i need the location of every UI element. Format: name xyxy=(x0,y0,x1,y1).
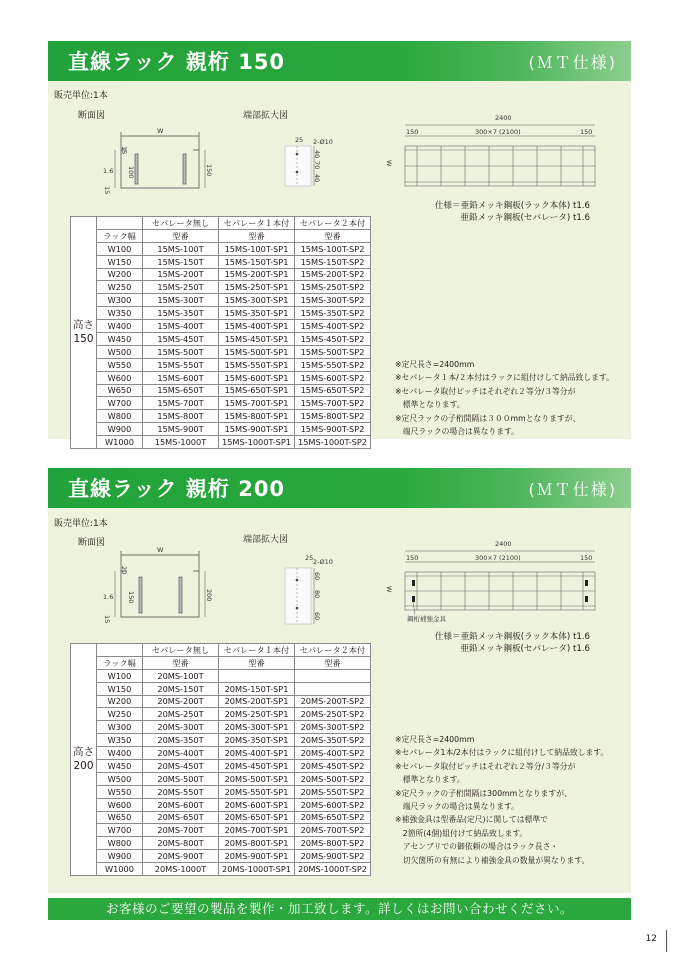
section-2-dim-w: W xyxy=(157,546,164,554)
section-2-plan-left: 150 xyxy=(406,554,419,562)
table-subheader-row xyxy=(71,656,371,669)
rack-width-cell: W800 xyxy=(97,837,143,850)
section-2-end-dim-c: 80 xyxy=(313,590,321,599)
model-number-cell xyxy=(295,669,371,682)
model-number-cell: 20MS-600T xyxy=(143,798,219,811)
table-header-row xyxy=(71,217,371,230)
height-cell xyxy=(71,217,97,449)
rack-width-cell: W600 xyxy=(97,371,143,384)
section-1-plan-w: W xyxy=(385,160,393,167)
rack-width-cell: W800 xyxy=(97,410,143,423)
model-number-cell: 20MS-450T-SP1 xyxy=(219,760,295,773)
table-subheader-cell: 型番 xyxy=(295,229,371,242)
model-number-cell: 15MS-800T-SP1 xyxy=(219,410,295,423)
table-row xyxy=(71,358,371,371)
section-2-unit: 販売単位:1本 xyxy=(54,519,108,529)
model-number-cell: 15MS-650T-SP1 xyxy=(219,384,295,397)
table-row xyxy=(71,772,371,785)
section-1-cross-section-drawing xyxy=(95,124,220,196)
table-subheader-cell: 型番 xyxy=(219,229,295,242)
model-number-cell: 20MS-450T xyxy=(143,760,219,773)
section-1-plan-total: 2400 xyxy=(495,114,512,122)
table-row xyxy=(71,384,371,397)
model-number-cell: 15MS-1000T-SP2 xyxy=(295,436,371,449)
table-row xyxy=(71,824,371,837)
note-line: 2箇所(4個)組付けて納品致します。 xyxy=(395,828,528,838)
model-number-cell: 20MS-300T xyxy=(143,721,219,734)
rack-width-cell: W100 xyxy=(97,242,143,255)
note-line: ※定尺長さ=2400mm xyxy=(395,360,475,369)
table-header-cell: セパレータ１本付 xyxy=(219,644,295,657)
rack-width-cell: W300 xyxy=(97,294,143,307)
section-2-spec: (ＭＴ仕様) xyxy=(528,480,617,499)
section-1-end-label: 端部拡大図 xyxy=(243,111,289,121)
model-number-cell: 20MS-350T-SP1 xyxy=(219,734,295,747)
model-number-cell: 20MS-800T-SP1 xyxy=(219,837,295,850)
model-number-cell: 20MS-300T-SP2 xyxy=(295,721,371,734)
section-2-dim-bottom: 15 xyxy=(103,615,111,624)
rack-width-cell: W1000 xyxy=(97,863,143,876)
table-subheader-cell: 型番 xyxy=(143,656,219,669)
model-number-cell: 20MS-400T-SP1 xyxy=(219,747,295,760)
section-1-notes xyxy=(395,358,614,438)
model-number-cell: 20MS-250T xyxy=(143,708,219,721)
model-number-cell: 20MS-200T xyxy=(143,695,219,708)
table-subheader-cell: ラック幅 xyxy=(97,656,143,669)
rack-width-cell: W700 xyxy=(97,397,143,410)
model-number-cell: 20MS-1000T-SP2 xyxy=(295,863,371,876)
table-row xyxy=(71,307,371,320)
rack-width-cell: W350 xyxy=(97,734,143,747)
section-1-dim-top: 15 xyxy=(120,146,128,155)
table-row xyxy=(71,281,371,294)
rack-width-cell: W250 xyxy=(97,708,143,721)
table-row xyxy=(71,747,371,760)
section-2-plan-w: W xyxy=(385,586,393,593)
section-1-end-dim-a: 25 xyxy=(295,136,304,144)
model-number-cell: 15MS-350T-SP2 xyxy=(295,307,371,320)
table-row xyxy=(71,811,371,824)
table-row xyxy=(71,785,371,798)
model-number-cell: 15MS-200T-SP2 xyxy=(295,268,371,281)
section-1-plan-mid: 300×7 (2100) xyxy=(475,128,521,136)
section-1-end-detail-drawing xyxy=(283,130,338,190)
table-row xyxy=(71,734,371,747)
note-line: ※セパレータ1本/2本付はラックに組付けして納品致します。 xyxy=(395,748,609,758)
model-number-cell xyxy=(295,682,371,695)
model-number-cell: 20MS-600T-SP2 xyxy=(295,798,371,811)
section-2-rack-table xyxy=(70,643,371,876)
model-number-cell: 20MS-300T-SP1 xyxy=(219,721,295,734)
footer-banner: お客様のご要望の製品を製作・加工致します。詳しくはお問い合わせください。 xyxy=(48,898,631,920)
model-number-cell: 15MS-600T xyxy=(143,371,219,384)
rack-width-cell: W400 xyxy=(97,747,143,760)
section-2-end-detail-drawing xyxy=(283,552,338,628)
table-header-cell: セパレータ１本付 xyxy=(219,217,295,230)
model-number-cell: 20MS-550T-SP1 xyxy=(219,785,295,798)
section-1-spec: (ＭＴ仕様) xyxy=(528,53,617,72)
section-2-plan-total: 2400 xyxy=(495,540,512,548)
model-number-cell: 15MS-500T xyxy=(143,345,219,358)
section-1-material-line-1: 仕様＝亜鉛メッキ鋼板(ラック本体) t1.6 xyxy=(434,201,590,211)
height-label: 高さ xyxy=(73,746,94,759)
model-number-cell: 20MS-1000T xyxy=(143,863,219,876)
table-subheader-cell: 型番 xyxy=(295,656,371,669)
section-2-end-label: 端部拡大図 xyxy=(243,535,289,545)
model-number-cell: 15MS-400T xyxy=(143,320,219,333)
table-header-cell: セパレータ無し xyxy=(143,644,219,657)
rack-width-cell: W900 xyxy=(97,423,143,436)
model-number-cell: 20MS-250T-SP1 xyxy=(219,708,295,721)
note-line: アセンブリでの御依頼の場合はラック長さ・ xyxy=(395,842,559,852)
table-row xyxy=(71,669,371,682)
model-number-cell: 15MS-400T-SP2 xyxy=(295,320,371,333)
section-1-material-line-2: 亜鉛メッキ鋼板(セパレータ) t1.6 xyxy=(460,212,590,223)
model-number-cell: 15MS-400T-SP1 xyxy=(219,320,295,333)
table-row xyxy=(71,294,371,307)
model-number-cell: 20MS-200T-SP1 xyxy=(219,695,295,708)
table-row xyxy=(71,242,371,255)
table-row xyxy=(71,268,371,281)
note-line: ※定尺ラックの子桁間隔は300mmとなりますが、 xyxy=(395,788,572,798)
rack-width-cell: W150 xyxy=(97,682,143,695)
model-number-cell: 20MS-400T-SP2 xyxy=(295,747,371,760)
note-line: 端尺ラックの場合は異なります。 xyxy=(395,802,519,812)
rack-width-cell: W100 xyxy=(97,669,143,682)
height-value: 200 xyxy=(73,759,94,772)
model-number-cell: 20MS-250T-SP2 xyxy=(295,708,371,721)
height-label: 高さ xyxy=(73,319,94,332)
model-number-cell: 15MS-150T-SP1 xyxy=(219,255,295,268)
model-number-cell: 20MS-350T-SP2 xyxy=(295,734,371,747)
height-value: 150 xyxy=(73,332,94,345)
model-number-cell: 20MS-500T-SP1 xyxy=(219,772,295,785)
model-number-cell: 20MS-1000T-SP1 xyxy=(219,863,295,876)
model-number-cell: 15MS-350T xyxy=(143,307,219,320)
model-number-cell: 20MS-150T xyxy=(143,682,219,695)
model-number-cell: 20MS-700T xyxy=(143,824,219,837)
model-number-cell: 15MS-900T-SP2 xyxy=(295,423,371,436)
model-number-cell: 15MS-100T-SP2 xyxy=(295,242,371,255)
model-number-cell: 20MS-450T-SP2 xyxy=(295,760,371,773)
section-2-plan-mid: 300×7 (2100) xyxy=(475,554,521,562)
model-number-cell: 20MS-600T-SP1 xyxy=(219,798,295,811)
model-number-cell: 15MS-550T xyxy=(143,358,219,371)
rack-width-cell: W500 xyxy=(97,772,143,785)
section-2-notes xyxy=(395,733,608,867)
model-number-cell: 15MS-100T-SP1 xyxy=(219,242,295,255)
table-header-cell: セパレータ無し xyxy=(143,217,219,230)
note-line: ※定尺長さ=2400mm xyxy=(395,735,475,744)
rack-width-cell: W200 xyxy=(97,695,143,708)
model-number-cell: 15MS-100T xyxy=(143,242,219,255)
table-row xyxy=(71,423,371,436)
table-row xyxy=(71,760,371,773)
note-line: ※補強金具は型番品(定尺)に関しては標準で xyxy=(395,815,548,825)
model-number-cell: 15MS-650T xyxy=(143,384,219,397)
model-number-cell: 15MS-150T-SP2 xyxy=(295,255,371,268)
section-2-material xyxy=(380,632,590,655)
note-line: ※セパレータ取付ピッチはそれぞれ２等分/３等分が xyxy=(395,386,576,396)
section-1-end-dim-d: 40 xyxy=(313,174,321,183)
table-row xyxy=(71,371,371,384)
table-row xyxy=(71,255,371,268)
table-row xyxy=(71,837,371,850)
section-1-end-dim-c: 70 xyxy=(313,161,321,170)
model-number-cell: 20MS-100T xyxy=(143,669,219,682)
section-2-banner xyxy=(48,468,631,508)
model-number-cell: 20MS-500T-SP2 xyxy=(295,772,371,785)
section-2-end-dim-b: 60 xyxy=(313,572,321,581)
section-1-title: 直線ラック 親桁 150 xyxy=(68,50,286,74)
section-2-plan-drawing xyxy=(385,538,600,624)
model-number-cell: 15MS-800T xyxy=(143,410,219,423)
section-1-cross-label: 断面図 xyxy=(78,111,106,121)
model-number-cell: 15MS-150T xyxy=(143,255,219,268)
model-number-cell: 15MS-900T xyxy=(143,423,219,436)
rack-width-cell: W450 xyxy=(97,760,143,773)
rack-width-cell: W550 xyxy=(97,358,143,371)
table-row xyxy=(71,436,371,449)
section-1-dim-thick: 1.6 xyxy=(103,167,114,175)
model-number-cell: 15MS-300T-SP1 xyxy=(219,294,295,307)
rack-width-cell: W550 xyxy=(97,785,143,798)
section-1-dim-bottom: 15 xyxy=(103,186,111,195)
table-row xyxy=(71,410,371,423)
rack-width-cell: W300 xyxy=(97,721,143,734)
model-number-cell: 15MS-700T xyxy=(143,397,219,410)
model-number-cell: 20MS-550T xyxy=(143,785,219,798)
model-number-cell: 15MS-550T-SP2 xyxy=(295,358,371,371)
table-row xyxy=(71,397,371,410)
section-2-plan-right: 150 xyxy=(580,554,593,562)
model-number-cell: 20MS-200T-SP2 xyxy=(295,695,371,708)
model-number-cell: 15MS-250T-SP1 xyxy=(219,281,295,294)
section-2-dim-height: 200 xyxy=(205,589,213,602)
table-header-cell xyxy=(97,217,143,230)
section-2-end-dim-d: 60 xyxy=(313,612,321,621)
model-number-cell: 15MS-600T-SP2 xyxy=(295,371,371,384)
page-number-divider xyxy=(666,930,667,952)
section-1-end-dim-hole: 2-Ø10 xyxy=(313,138,333,146)
model-number-cell: 20MS-650T-SP2 xyxy=(295,811,371,824)
model-number-cell: 15MS-700T-SP2 xyxy=(295,397,371,410)
model-number-cell: 15MS-550T-SP1 xyxy=(219,358,295,371)
rack-width-cell: W600 xyxy=(97,798,143,811)
model-number-cell: 15MS-200T xyxy=(143,268,219,281)
model-number-cell: 15MS-700T-SP1 xyxy=(219,397,295,410)
model-number-cell: 15MS-300T xyxy=(143,294,219,307)
section-2-dim-thick: 1.6 xyxy=(103,593,114,601)
note-line: ※セパレータ１本/２本付はラックに組付けして納品致します。 xyxy=(395,373,614,383)
model-number-cell: 20MS-550T-SP2 xyxy=(295,785,371,798)
model-number-cell: 20MS-900T xyxy=(143,850,219,863)
rack-width-cell: W700 xyxy=(97,824,143,837)
table-header-cell: セパレータ２本付 xyxy=(295,644,371,657)
model-number-cell: 15MS-500T-SP1 xyxy=(219,345,295,358)
rack-width-cell: W350 xyxy=(97,307,143,320)
section-2-cross-label: 断面図 xyxy=(78,538,106,548)
table-row xyxy=(71,708,371,721)
rack-width-cell: W150 xyxy=(97,255,143,268)
model-number-cell: 20MS-900T-SP1 xyxy=(219,850,295,863)
section-2-cross-section-drawing xyxy=(95,543,220,625)
section-1-material xyxy=(380,201,590,224)
section-1-dim-w: W xyxy=(157,127,164,135)
section-2-material-line-1: 仕様＝亜鉛メッキ鋼板(ラック本体) t1.6 xyxy=(434,632,590,642)
table-row xyxy=(71,863,371,876)
rack-width-cell: W650 xyxy=(97,811,143,824)
model-number-cell: 15MS-450T-SP1 xyxy=(219,333,295,346)
note-line: 標準となります。 xyxy=(395,775,465,785)
model-number-cell: 20MS-650T xyxy=(143,811,219,824)
model-number-cell: 15MS-350T-SP1 xyxy=(219,307,295,320)
table-row xyxy=(71,798,371,811)
section-2-end-dim-a: 25 xyxy=(305,554,314,562)
model-number-cell: 15MS-300T-SP2 xyxy=(295,294,371,307)
section-2-title: 直線ラック 親桁 200 xyxy=(68,477,286,501)
model-number-cell: 15MS-500T-SP2 xyxy=(295,345,371,358)
section-2-end-dim-hole: 2-Ø10 xyxy=(313,558,333,566)
note-line: 切欠箇所の有無により補強金具の数量が異なります。 xyxy=(395,855,590,865)
note-line: 標準となります。 xyxy=(395,400,465,410)
table-subheader-cell: ラック幅 xyxy=(97,229,143,242)
table-row xyxy=(71,333,371,346)
table-row xyxy=(71,850,371,863)
model-number-cell: 20MS-800T-SP2 xyxy=(295,837,371,850)
table-row xyxy=(71,721,371,734)
table-subheader-row xyxy=(71,229,371,242)
model-number-cell: 15MS-200T-SP1 xyxy=(219,268,295,281)
model-number-cell: 15MS-450T-SP2 xyxy=(295,333,371,346)
section-2-material-line-2: 亜鉛メッキ鋼板(セパレータ) t1.6 xyxy=(460,643,590,654)
model-number-cell: 20MS-500T xyxy=(143,772,219,785)
section-2-dim-top: 20 xyxy=(120,566,128,575)
rack-width-cell: W200 xyxy=(97,268,143,281)
note-line: ※セパレータ取付ピッチはそれぞれ２等分/３等分が xyxy=(395,761,576,771)
model-number-cell xyxy=(219,669,295,682)
section-1-dim-height: 150 xyxy=(205,164,213,177)
table-row xyxy=(71,682,371,695)
model-number-cell: 20MS-800T xyxy=(143,837,219,850)
model-number-cell: 15MS-800T-SP2 xyxy=(295,410,371,423)
rack-width-cell: W400 xyxy=(97,320,143,333)
model-number-cell: 20MS-400T xyxy=(143,747,219,760)
model-number-cell: 20MS-350T xyxy=(143,734,219,747)
section-1-end-dim-b: 40 xyxy=(313,150,321,159)
table-header-cell: セパレータ２本付 xyxy=(295,217,371,230)
rack-width-cell: W900 xyxy=(97,850,143,863)
table-row xyxy=(71,320,371,333)
table-header-cell xyxy=(97,644,143,657)
page-number: 12 xyxy=(645,934,657,944)
rack-width-cell: W250 xyxy=(97,281,143,294)
model-number-cell: 15MS-450T xyxy=(143,333,219,346)
section-1-rack-table xyxy=(70,216,371,449)
table-subheader-cell: 型番 xyxy=(219,656,295,669)
section-2-dim-inner: 150 xyxy=(127,591,135,604)
note-line: ※定尺ラックの子桁間隔は３００mmとなりますが、 xyxy=(395,413,581,423)
section-1-unit: 販売単位:1本 xyxy=(54,91,108,101)
model-number-cell: 15MS-600T-SP1 xyxy=(219,371,295,384)
model-number-cell: 15MS-650T-SP2 xyxy=(295,384,371,397)
model-number-cell: 20MS-650T-SP1 xyxy=(219,811,295,824)
note-line: 端尺ラックの場合は異なります。 xyxy=(395,427,519,437)
model-number-cell: 20MS-700T-SP1 xyxy=(219,824,295,837)
section-2-plan-note: 鋼桁補強金具 xyxy=(407,615,446,623)
rack-width-cell: W650 xyxy=(97,384,143,397)
rack-width-cell: W500 xyxy=(97,345,143,358)
rack-width-cell: W1000 xyxy=(97,436,143,449)
section-1-plan-right: 150 xyxy=(580,128,593,136)
table-row xyxy=(71,345,371,358)
model-number-cell: 15MS-900T-SP1 xyxy=(219,423,295,436)
section-1-plan-drawing xyxy=(385,112,600,194)
section-1-banner xyxy=(48,41,631,81)
table-row xyxy=(71,695,371,708)
table-header-row xyxy=(71,644,371,657)
model-number-cell: 20MS-900T-SP2 xyxy=(295,850,371,863)
model-number-cell: 15MS-1000T-SP1 xyxy=(219,436,295,449)
height-cell xyxy=(71,644,97,876)
model-number-cell: 15MS-1000T xyxy=(143,436,219,449)
rack-width-cell: W450 xyxy=(97,333,143,346)
model-number-cell: 20MS-150T-SP1 xyxy=(219,682,295,695)
model-number-cell: 15MS-250T-SP2 xyxy=(295,281,371,294)
table-subheader-cell: 型番 xyxy=(143,229,219,242)
model-number-cell: 20MS-700T-SP2 xyxy=(295,824,371,837)
model-number-cell: 15MS-250T xyxy=(143,281,219,294)
section-1-plan-left: 150 xyxy=(406,128,419,136)
section-1-dim-inner: 100 xyxy=(127,166,135,179)
